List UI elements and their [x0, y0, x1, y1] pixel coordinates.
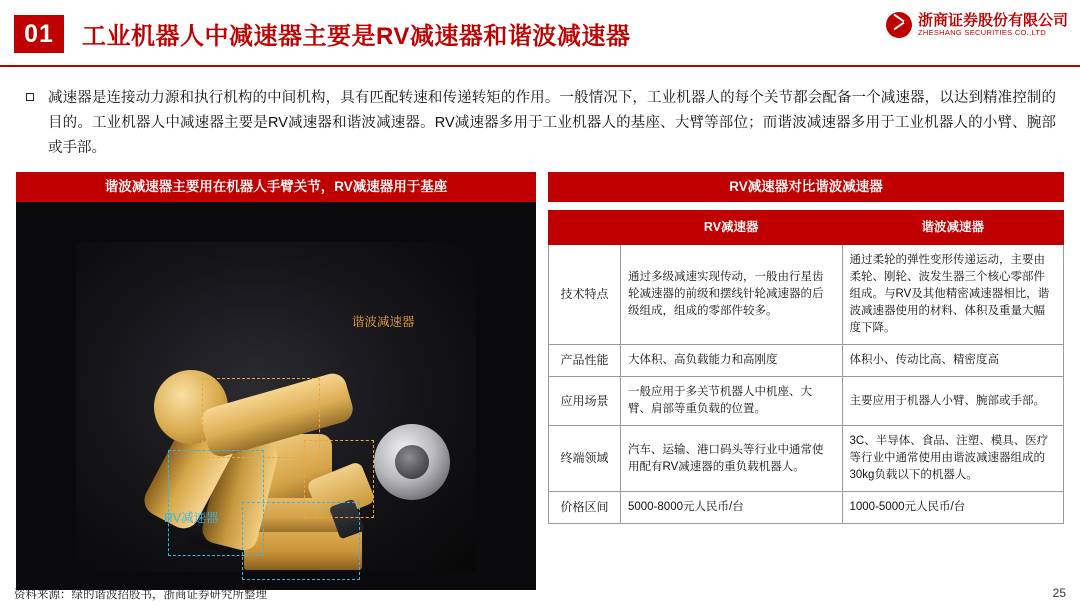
intro-text: 减速器是连接动力源和执行机构的中间机构，具有匹配转速和传递转矩的作用。一般情况下，工业机器人的每个关节都会配备一个减速器，以达到精准控制的目的。工业机器人中减速器主要是RV减速器和谐波减速器。RV减速器多用于工业机器人的基座、大臂等部位；而谐波减速器多用于工业机器人的小臂、腕部或手部。 — [48, 90, 1056, 156]
cell-rv: 5000-8000元人民币/台 — [621, 492, 843, 524]
row-label: 应用场景 — [549, 377, 621, 426]
table-row — [549, 492, 1064, 524]
harmonic-reducer-photo-icon — [374, 424, 450, 500]
cell-harmonic: 体积小、传动比高、精密度高 — [842, 345, 1064, 377]
table-header-rv: RV减速器 — [621, 211, 843, 245]
table-row — [549, 245, 1064, 345]
table-header-corner — [549, 211, 621, 245]
slide-header — [0, 0, 1080, 66]
cell-rv: 汽车、运输、港口码头等行业中通常使用配有RV减速器的重负载机器人。 — [621, 426, 843, 492]
harmonic-reducer-label: 谐波减速器 — [352, 315, 415, 329]
rv-reducer-label: RV减速器 — [164, 511, 219, 525]
right-table-panel — [548, 172, 1064, 524]
section-number-badge: 01 — [14, 15, 64, 53]
cell-harmonic: 主要应用于机器人小臂、腕部或手部。 — [842, 377, 1064, 426]
cell-harmonic: 3C、半导体、食品、注塑、模具、医疗等行业中通常使用由谐波减速器组成的30kg负载以下的机器人。 — [842, 426, 1064, 492]
harmonic-highlight-box — [202, 378, 320, 458]
right-panel-caption: RV减速器对比谐波减速器 — [548, 172, 1064, 202]
brand-name-en: ZHESHANG SECURITIES CO.,LTD — [917, 28, 1046, 38]
table-row — [549, 377, 1064, 426]
row-label: 产品性能 — [549, 345, 621, 377]
cell-rv: 通过多级减速实现传动，一般由行星齿轮减速器的前级和摆线针轮减速器的后级组成，组成的零部件较多。 — [621, 245, 843, 345]
page-number: 25 — [1052, 586, 1066, 600]
cell-harmonic: 通过柔轮的弹性变形传递运动，主要由柔轮、刚轮、波发生器三个核心零部件组成。与RV及其他精密减速器相比，谐波减速器使用的材料、体积及重量大幅度下降。 — [842, 245, 1064, 345]
cell-rv: 大体积、高负载能力和高刚度 — [621, 345, 843, 377]
page-title: 工业机器人中减速器主要是RV减速器和谐波减速器 — [82, 23, 631, 50]
brand-text — [918, 12, 1068, 38]
header-divider — [0, 65, 1080, 67]
company-logo — [886, 12, 1068, 38]
comparison-table — [548, 210, 1064, 524]
rv-highlight-box-2 — [242, 502, 360, 580]
table-row — [549, 426, 1064, 492]
row-label: 终端领域 — [549, 426, 621, 492]
robot-arm-photo — [16, 202, 536, 590]
left-panel-caption: 谐波减速器主要用在机器人手臂关节，RV减速器用于基座 — [16, 172, 536, 202]
brand-name-cn: 浙商证券股份有限公司 — [917, 12, 1068, 30]
source-note: 资料来源：绿的谐波招股书，浙商证券研究所整理 — [14, 589, 267, 601]
table-header-harmonic: 谐波减速器 — [842, 211, 1064, 245]
row-label: 技术特点 — [549, 245, 621, 345]
cell-rv: 一般应用于多关节机器人中机座、大臂、肩部等重负载的位置。 — [621, 377, 843, 426]
table-header-row — [549, 211, 1064, 245]
gear-hub — [395, 445, 429, 479]
cell-harmonic: 1000-5000元人民币/台 — [842, 492, 1064, 524]
intro-paragraph — [26, 86, 1056, 161]
row-label: 价格区间 — [549, 492, 621, 524]
left-figure-panel — [16, 172, 536, 590]
table-row — [549, 345, 1064, 377]
bullet-square-icon — [26, 93, 34, 101]
logo-mark-icon — [886, 12, 912, 38]
